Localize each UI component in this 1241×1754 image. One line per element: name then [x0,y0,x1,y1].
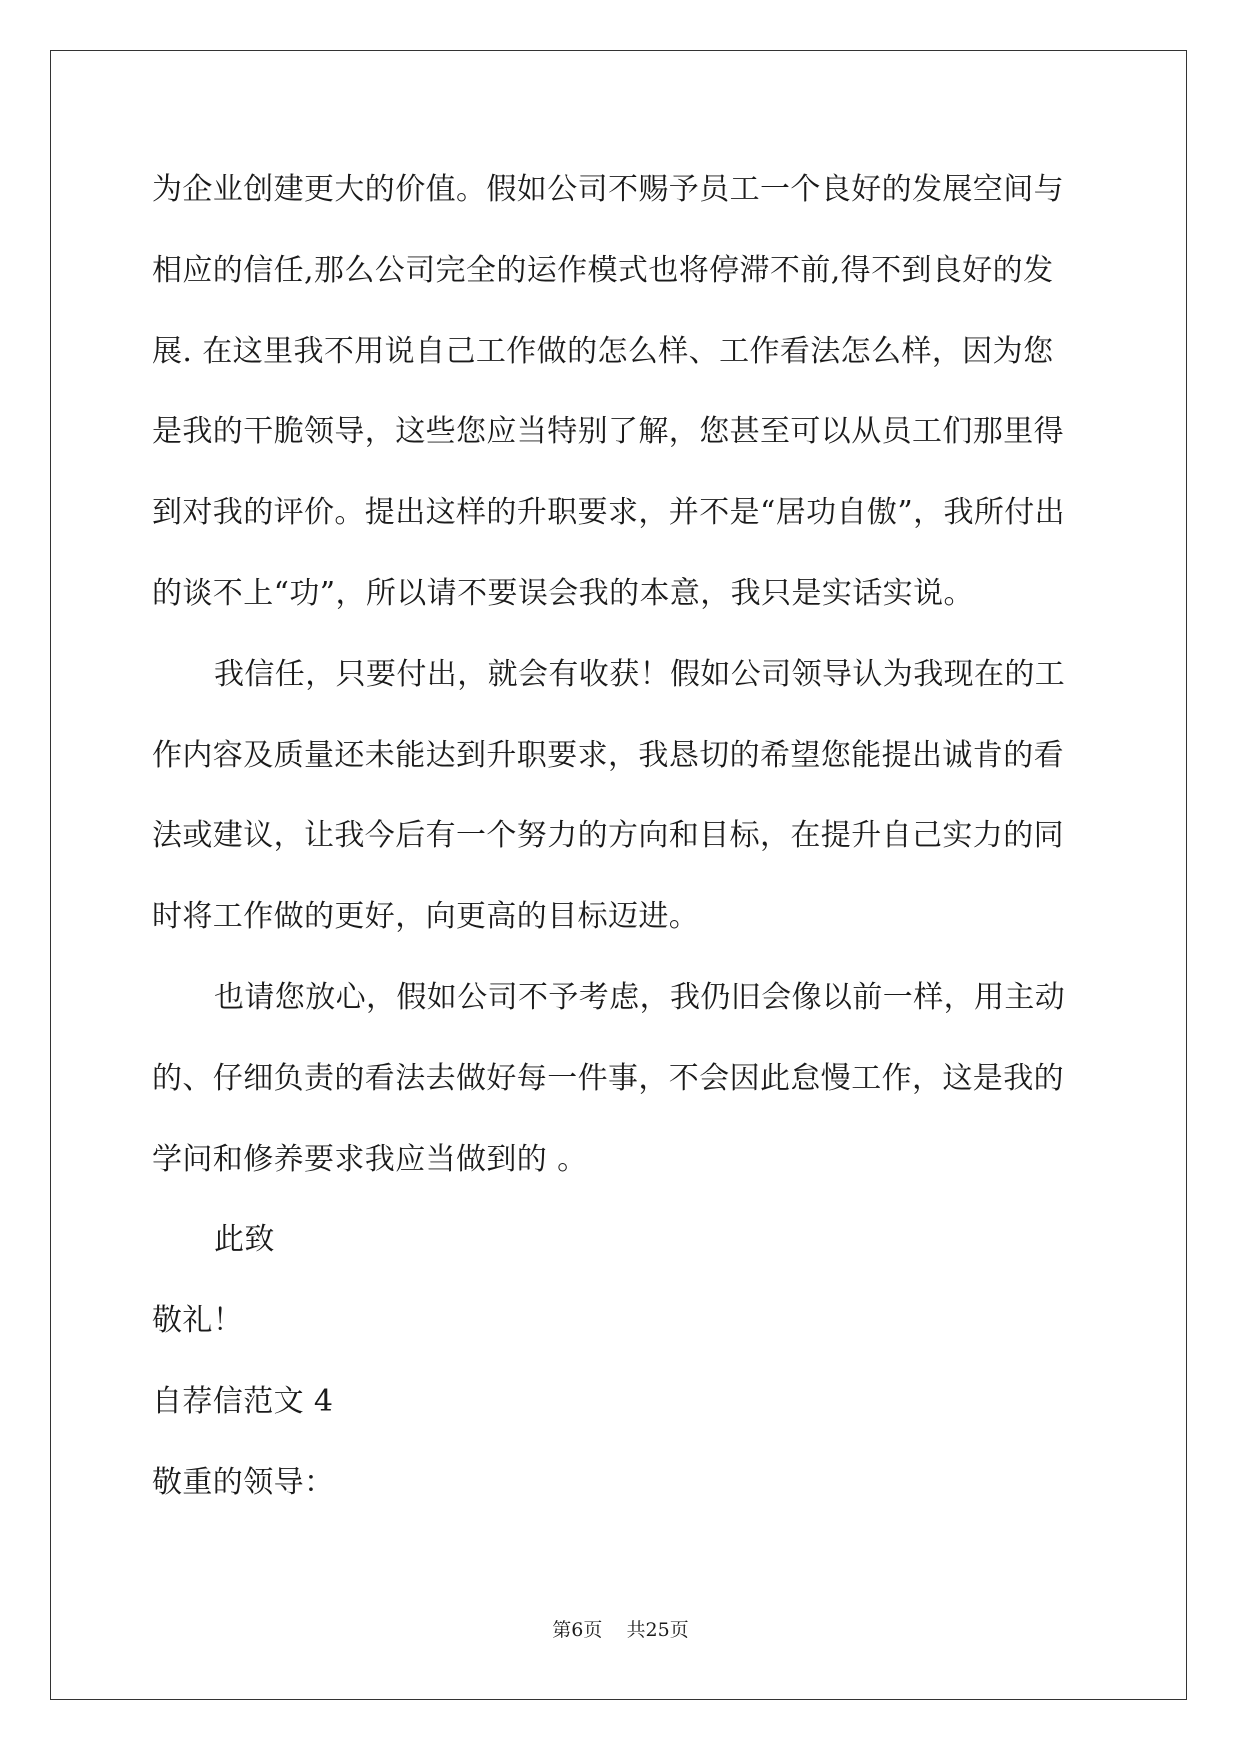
text-line: 时将工作做的更好，向更高的目标迈进。 [152,899,700,935]
text-line: 相应的信任,那么公司完全的运作模式也将停滞不前,得不到良好的发 [152,252,1054,288]
footer-current-prefix: 第 [552,1619,572,1641]
section-heading: 自荐信范文 4 [152,1383,334,1419]
greeting: 敬重的领导： [152,1464,335,1500]
footer-current-suffix: 页 [583,1619,603,1641]
paragraph-start-line: 也请您放心，假如公司不予考虑，我仍旧会像以前一样，用主动 [214,979,1066,1015]
text-line: 是我的干脆领导，这些您应当特别了解，您甚至可以从员工们那里得 [152,414,1064,450]
footer-current-page: 6 [571,1619,584,1641]
text-line: 学问和修养要求我应当做到的 。 [152,1141,588,1177]
text-line: 作内容及质量还未能达到升职要求，我恳切的希望您能提出诚肯的看 [152,737,1064,773]
text-line: 到对我的评价。提出这样的升职要求，并不是“居功自傲”，我所付出 [152,495,1066,531]
text-line: 展. 在这里我不用说自己工作做的怎么样、工作看法怎么样，因为您 [152,333,1054,369]
closing-salutation: 此致 [214,1222,275,1258]
text-line: 为企业创建更大的价值。假如公司不赐予员工一个良好的发展空间与 [152,172,1064,207]
closing-regards: 敬礼！ [152,1303,244,1339]
text-line: 的谈不上“功”，所以请不要误会我的本意，我只是实话实说。 [152,575,974,611]
text-line: 的、仔细负责的看法去做好每一件事，不会因此怠慢工作，这是我的 [152,1060,1064,1096]
document-body [152,160,1092,1534]
footer-total-suffix: 页 [669,1619,689,1641]
footer-total-prefix: 共 [626,1619,646,1641]
footer-total-pages: 25 [645,1619,670,1641]
text-line: 法或建议，让我今后有一个努力的方向和目标，在提升自己实力的同 [152,818,1064,854]
page-footer [0,1615,1241,1642]
paragraph-start-line: 我信任，只要付出，就会有收获！假如公司领导认为我现在的工 [214,656,1066,692]
